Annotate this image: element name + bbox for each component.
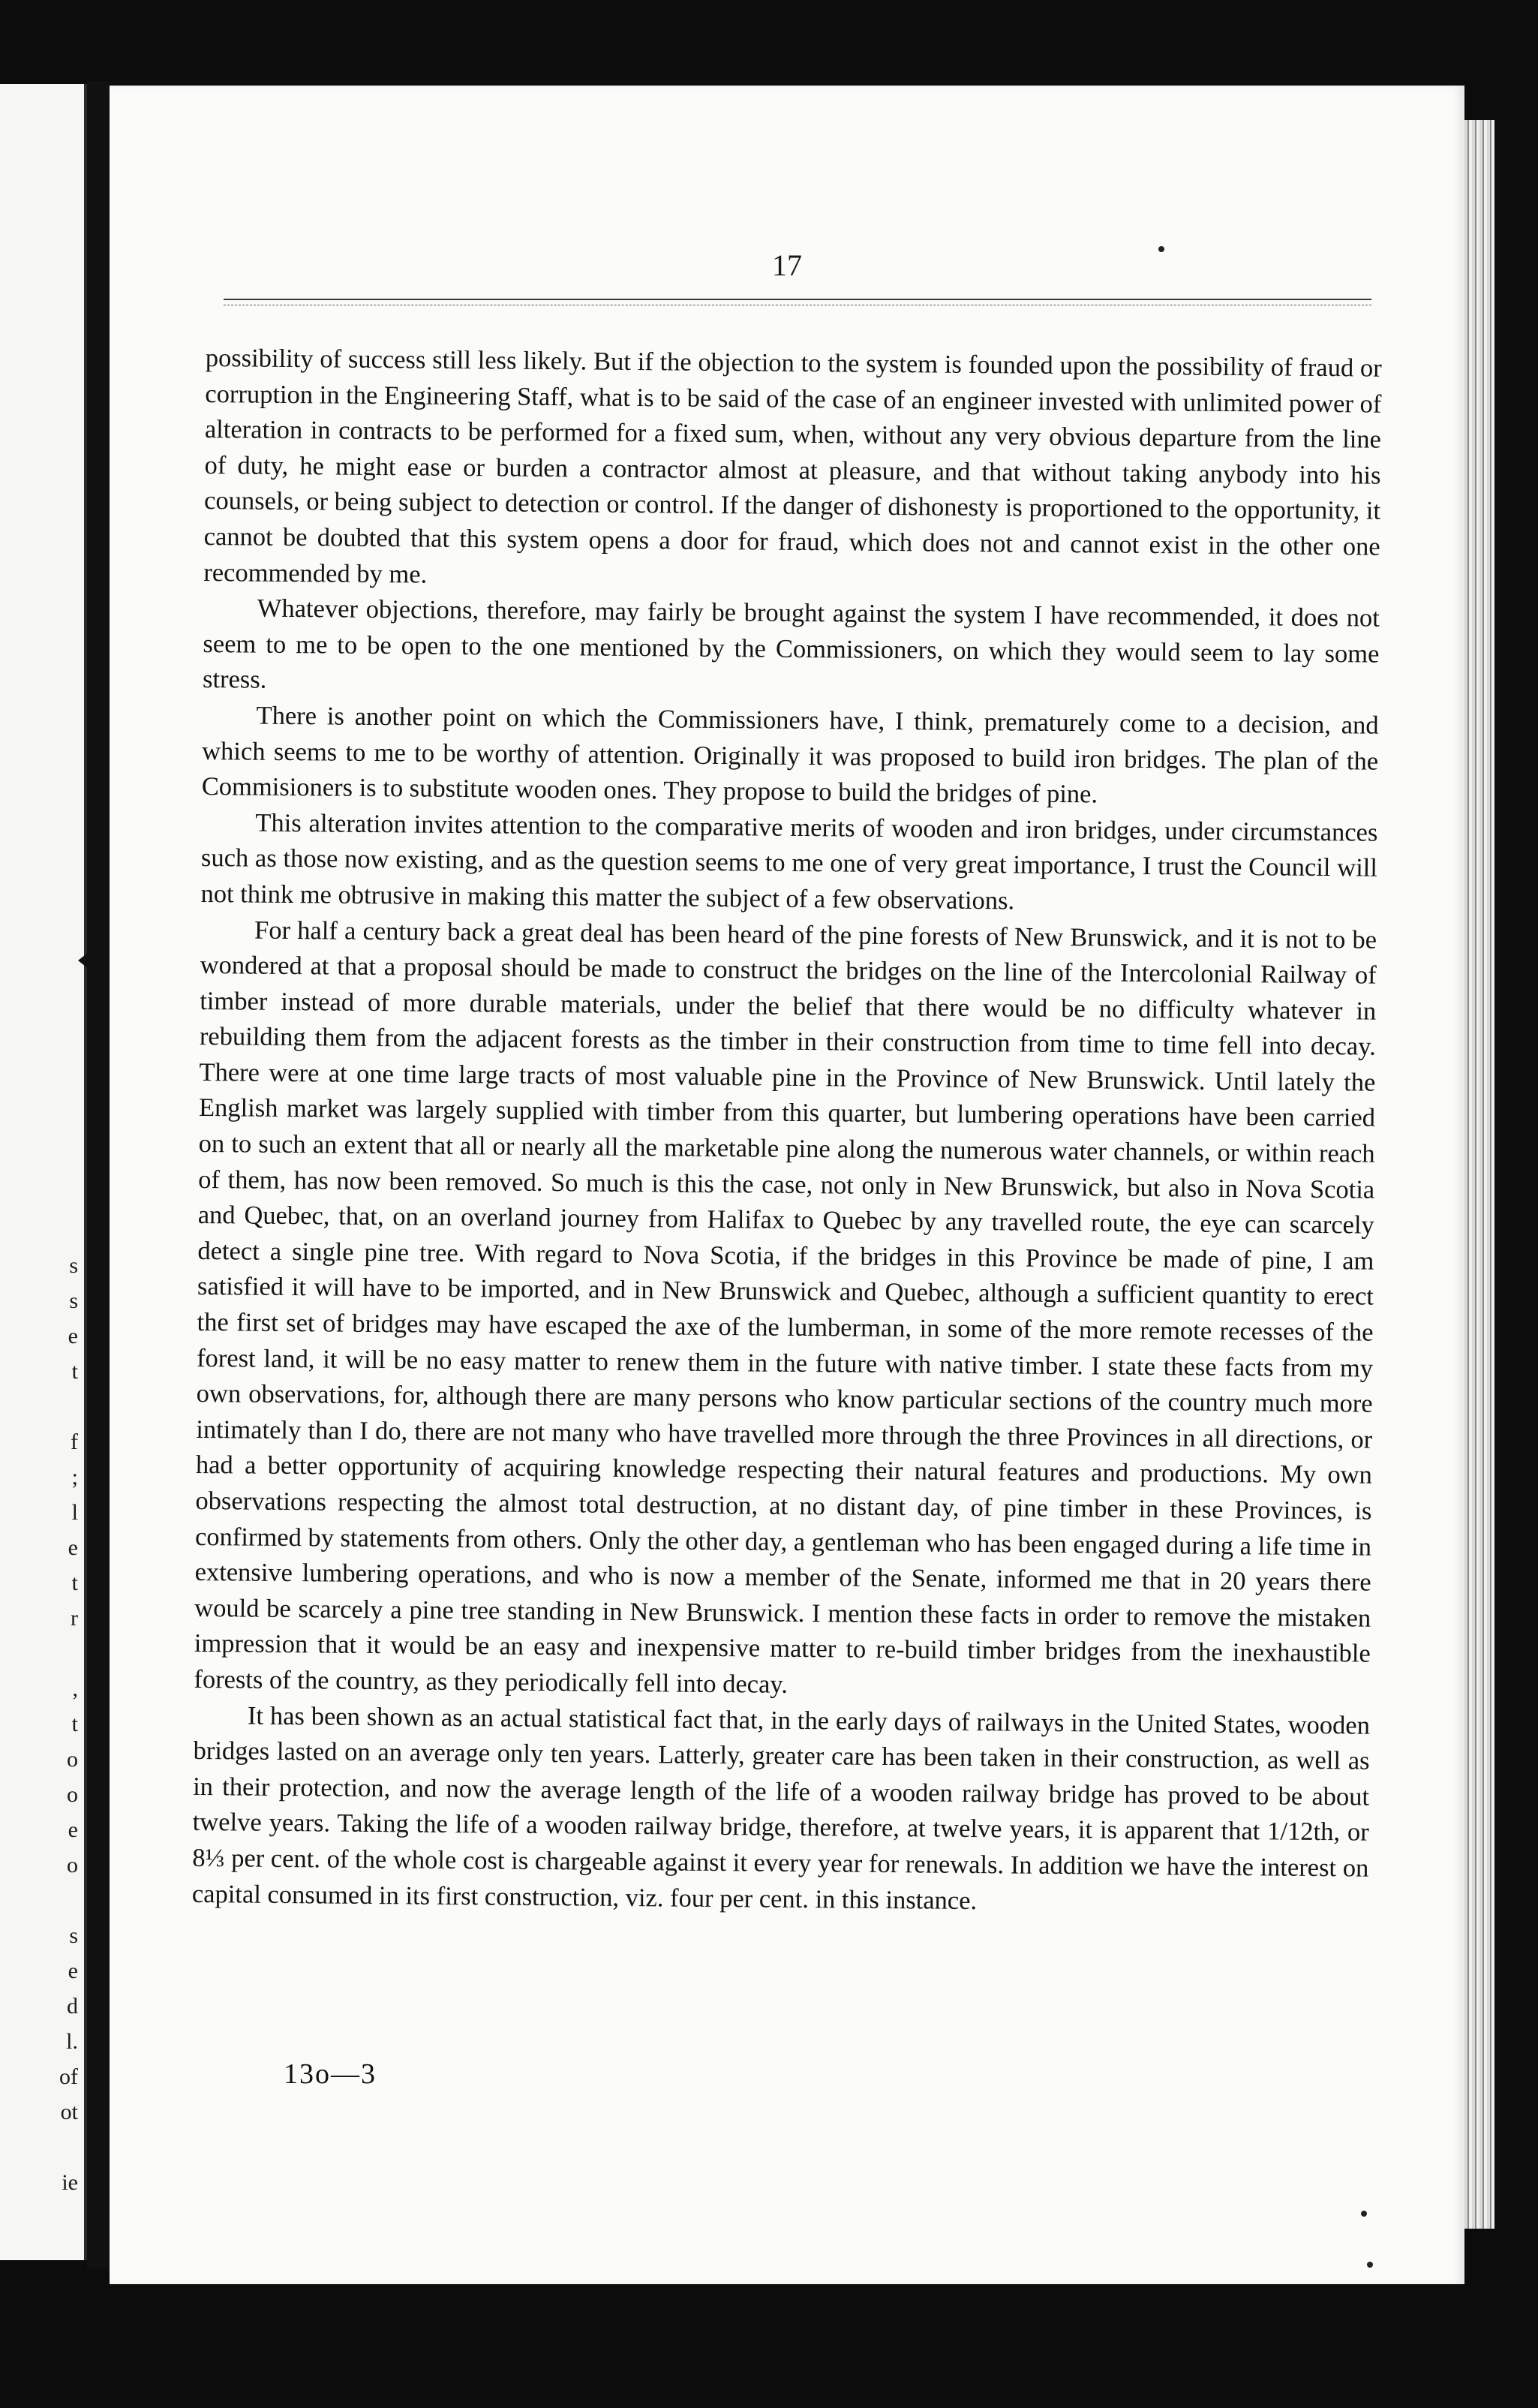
paragraph: For half a century back a great deal has been heard of the pine forests of New Brunswick, and it is not to be wondered at that a proposal should be made to construct the bridges on the line of the Intercolonial Railway of timber instead of more durable materials, under the belief that there would be no difficulty whatever in rebuilding them from the adjacent forests as the timber in their construction from time to time fell into decay. There were at one time large tracts of most valuable pine in the Province of New Brunswick. Until lately the English market was largely supplied with timber from this quarter, but lumbering operations have been carried on to such an extent that all or nearly all the marketable pine along the numerous water channels, or within reach of them, has now been removed. So much is this the case, not only in New Brunswick, but also in Nova Scotia and Quebec, that, on an overland journey from Halifax to Quebec by any travelled route, the eye can scarcely detect a single pine tree. With regard to Nova Scotia, if the bridges in this Province be made of pine, I am satisfied it will have to be imported, and in New Brunswick and Quebec, although a sufficient quantity to erect the first set of bridges may have escaped the axe of the lumberman, in some of the more remote recesses of the forest land, it will be no easy matter to renew them in the future with native timber. I state these facts from my own observations, for, although there are many persons who know particular sections of the country much more intimately than I do, there are not many who have travelled more through the three Provinces in all directions, or had a better opportunity of acquiring knowledge respecting their natural features and productions. My own observations respecting the almost total destruction, at no distant day, of pine timber in these Provinces, is confirmed by statements from others. Only the other day, a gentleman who has been engaged during a life time in extensive lumbering operations, and who is now a member of the Senate, informed me that in 20 years there would be scarcely a pine tree standing in New Brunswick. I mention these facts in order to remove the mistaken impression that it would be an easy and inexpensive matter to re-build timber bridges from the inexhaustible forests of the country, as they periodically fell into decay. (194, 915, 1377, 1699)
left-page-fragment: r (71, 1606, 78, 1631)
margin-dot (1367, 2262, 1373, 2268)
body-text (192, 341, 1382, 1922)
left-page-fragment: , (72, 1676, 78, 1701)
document-page (110, 86, 1464, 2284)
paragraph: There is another point on which the Commissioners have, I think, prematurely come to a decision, and which seems to me to be worthy of attention. Originally it was proposed to build iron bridges. The plan of the Commisioners is to substitute wooden ones. They propose to build the bridges of pine. (201, 701, 1379, 809)
paragraph: It has been shown as an actual statistical fact that, in the early days of railways in the United States, wooden bridges lasted on an average only ten years. Latterly, greater care has been taken in their construction, as well as in their protection, and now the average length of the life of a wooden railway bridge has proved to be about twelve years. Taking the life of a wooden railway bridge, therefore, at twelve years, it is apparent that 1/12th, or 8⅓ per cent. of the whole cost is chargeable against it every year for renewals. In addition we have the interest on capital consumed in its first construction, viz. four per cent. in this instance. (191, 1701, 1371, 1915)
left-page-fragment: t (71, 1712, 78, 1736)
left-page-fragment: ot (60, 2100, 78, 2124)
left-page-fragment: o (67, 1853, 78, 1877)
left-page-fragment: o (67, 1782, 78, 1807)
book-gutter (87, 81, 110, 2268)
left-page-fragment: f (71, 1429, 78, 1454)
left-margin-mark (78, 950, 92, 971)
left-page-fragment: e (68, 1324, 78, 1348)
page-number: 17 (772, 248, 802, 282)
left-page-fragment: l. (66, 2029, 78, 2054)
left-page-fragment: d (67, 1994, 78, 2019)
left-page-edge (0, 84, 87, 2260)
signature-mark: 13o—3 (284, 2058, 377, 2090)
paragraph: possibility of success still less likely. But if the objection to the system is founded upon the possibility of fraud or corruption in the Engineering Staff, what is to be said of the case of an engineer invested with unlimited power of alteration in contracts to be performed for a fixed sum, when, without any very obvious departure from the line of duty, he might ease or burden a contractor almost at pleasure, and that without taking anybody into his counsels, or being subject to detection or control. If the danger of dishonesty is proportioned to the opportunity, it cannot be doubted that this system opens a door for fraud, which does not and cannot exist in the other one recommended by me. (203, 343, 1382, 589)
left-page-fragment: ie (62, 2170, 78, 2195)
left-page-fragment: e (68, 1817, 78, 1842)
left-page-fragment: t (71, 1571, 78, 1595)
left-page-fragment: ; (71, 1465, 78, 1490)
paragraph: Whatever objections, therefore, may fairly be brought against the system I have recommended, it does not seem to me to be open to the one mentioned by the Commissioners, on which they would seem to lay some stress. (202, 594, 1380, 695)
left-page-fragment: s (69, 1253, 78, 1278)
header-rule (224, 299, 1371, 300)
left-page-fragment: s (69, 1923, 78, 1948)
left-page-fragment: of (59, 2064, 78, 2089)
left-page-fragment: l (71, 1500, 78, 1525)
page-stack-edge (1464, 120, 1494, 2229)
margin-dot (1158, 246, 1164, 252)
left-page-fragment: s (69, 1288, 78, 1313)
left-page-fragment: t (71, 1359, 78, 1384)
left-page-fragment: o (67, 1747, 78, 1772)
margin-dot (1361, 2211, 1367, 2217)
left-page-fragment: e (68, 1959, 78, 1983)
paragraph: This alteration invites attention to the comparative merits of wooden and iron bridges, under circumstances such as those now existing, and as the question seems to me one of very great importance, I trust the Council will not think me obtrusive in making this matter the subject of a few observations. (200, 808, 1378, 915)
left-page-fragment: e (68, 1535, 78, 1560)
